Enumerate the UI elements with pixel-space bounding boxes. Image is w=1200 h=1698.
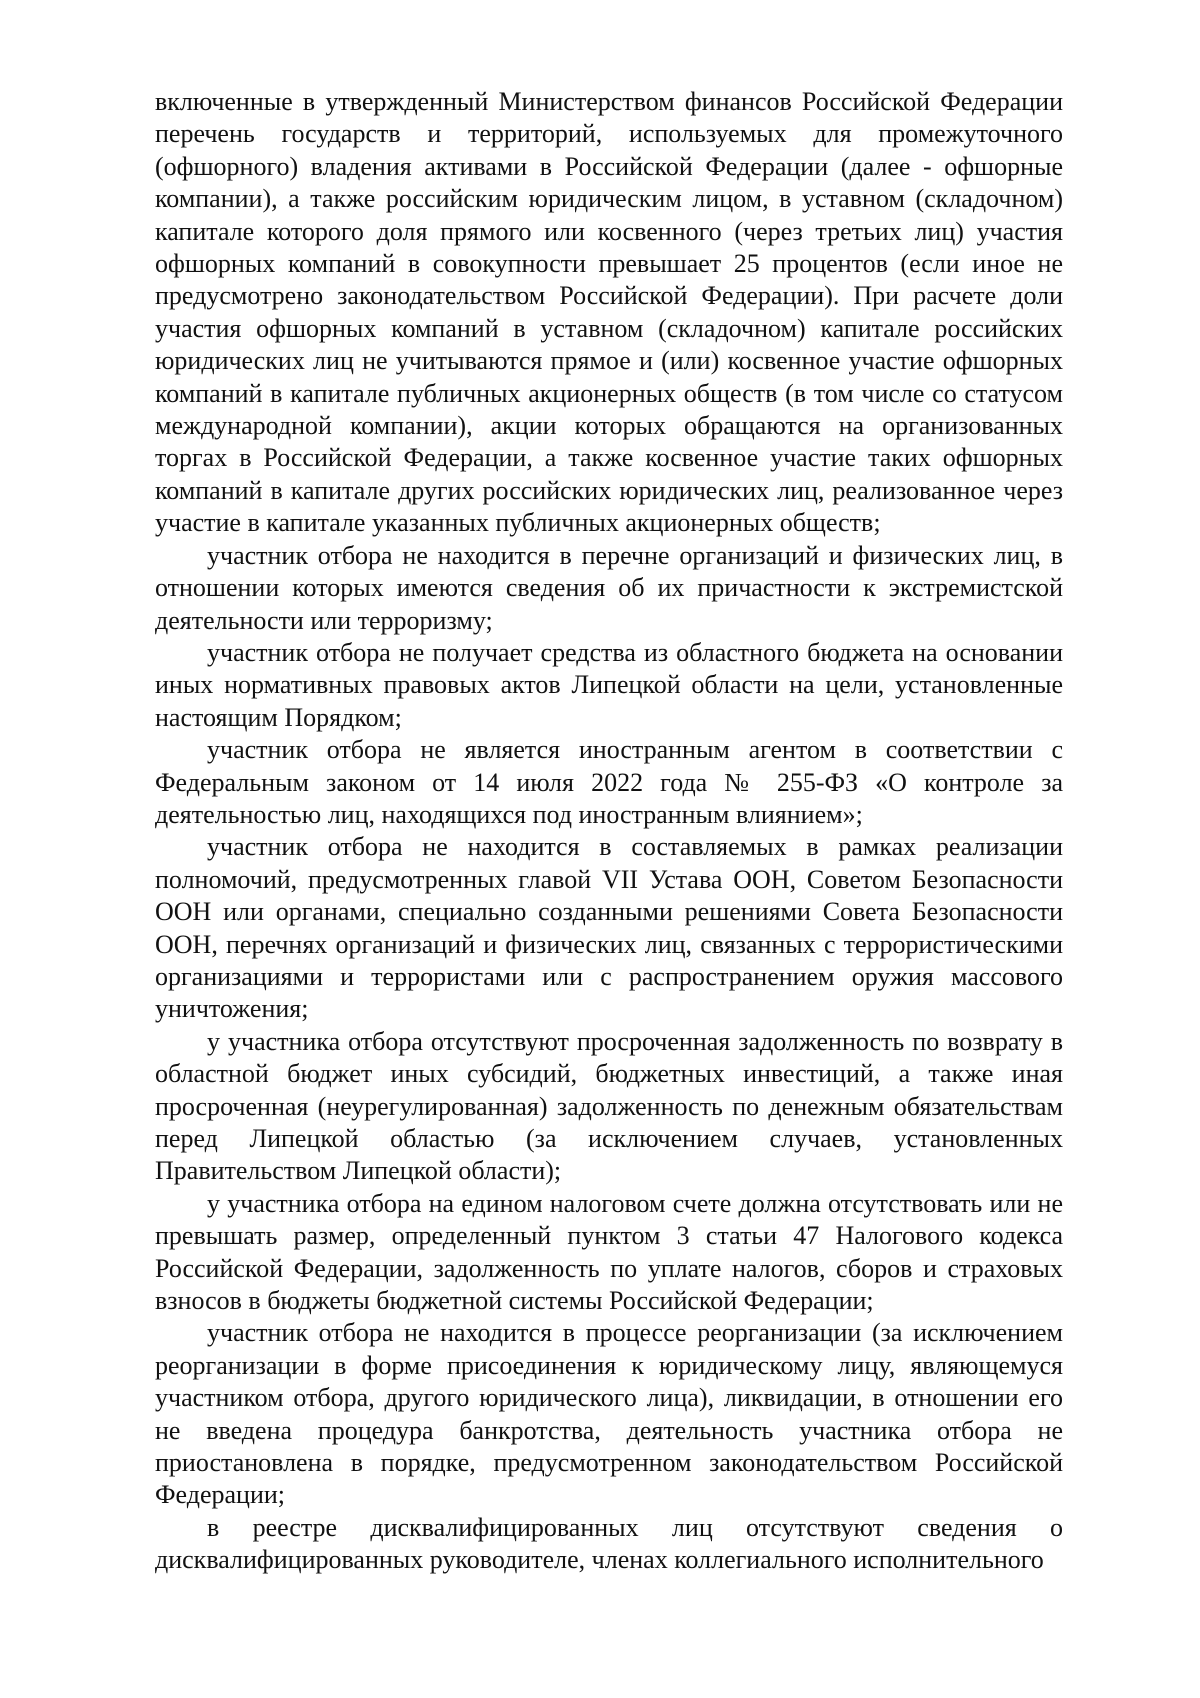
paragraph-reorganization: участник отбора не находится в процессе реорганизации (за исключением реорганизации в форме присоединения к юридическому лицу, являющемуся участником отбора, другого юридического лица), ликвидации, в отношении его не введена процедура банкротства, деятельность участника отбора не приостановлена в порядке, предусмотренном законодательством Российской Федерации; <box>155 1318 1063 1510</box>
paragraph-foreign-agent: участник отбора не является иностранным агентом в соответствии с Федеральным законом от 14 июля 2022 года № 255-ФЗ «О контроле за деятельностью лиц, находящихся под иностранным влиянием»; <box>155 735 1063 829</box>
paragraph-disqualified-registry: в реестре дисквалифицированных лиц отсутствуют сведения о дисквалифицированных руководителе, членах коллегиального исполнительного <box>155 1512 1063 1575</box>
paragraph-un-sanctions: участник отбора не находится в составляемых в рамках реализации полномочий, предусмотренных главой VII Устава ООН, Советом Безопасности ООН или органами, специально созданными решениями Совета Безопасности ООН, перечнях организаций и физических лиц, связанных с террористическими организациями и террористами или с распространением оружия массового уничтожения; <box>155 832 1063 1024</box>
paragraph-other-funding: участник отбора не получает средства из областного бюджета на основании иных нормативных правовых актов Липецкой области на цели, установленные настоящим Порядком; <box>155 637 1063 732</box>
paragraph-tax-debt: у участника отбора на едином налоговом счете должна отсутствовать или не превышать размер, определенный пунктом 3 статьи 47 Налогового кодекса Российской Федерации, задолженность по уплате налогов, сборов и страховых взносов в бюджеты бюджетной системы Российской Федерации; <box>155 1188 1063 1316</box>
paragraph-overdue-debt: у участника отбора отсутствуют просроченная задолженность по возврату в областной бюджет иных субсидий, бюджетных инвестиций, а также иная просроченная (неурегулированная) задолженность по денежным обязательствам перед Липецкой областью (за исключением случаев, установленных Правительством Липецкой области); <box>155 1026 1063 1186</box>
paragraph-offshore-companies: включенные в утвержденный Министерством финансов Российской Федерации перечень государств и территорий, используемых для промежуточного (офшорного) владения активами в Российской Федерации (далее - офшорные компании), а также российским юридическим лицом, в уставном (складочном) капитале которого доля прямого или косвенного (через третьих лиц) участия офшорных компаний в совокупности превышает 25 процентов (если иное не предусмотрено законодательством Российской Федерации). При расчете доли участия офшорных компаний в уставном (складочном) капитале российских юридических лиц не учитываются прямое и (или) косвенное участие офшорных компаний в капитале публичных акционерных обществ (в том числе со статусом международной компании), акции которых обращаются на организованных торгах в Российской Федерации, а также косвенное участие таких офшорных компаний в капитале других российских юридических лиц, реализованное через участие в капитале указанных публичных акционерных обществ; <box>155 87 1063 538</box>
document-page <box>155 86 1063 1577</box>
paragraph-extremism-list: участник отбора не находится в перечне организаций и физических лиц, в отношении которых имеются сведения об их причастности к экстремистской деятельности или терроризму; <box>155 540 1063 635</box>
